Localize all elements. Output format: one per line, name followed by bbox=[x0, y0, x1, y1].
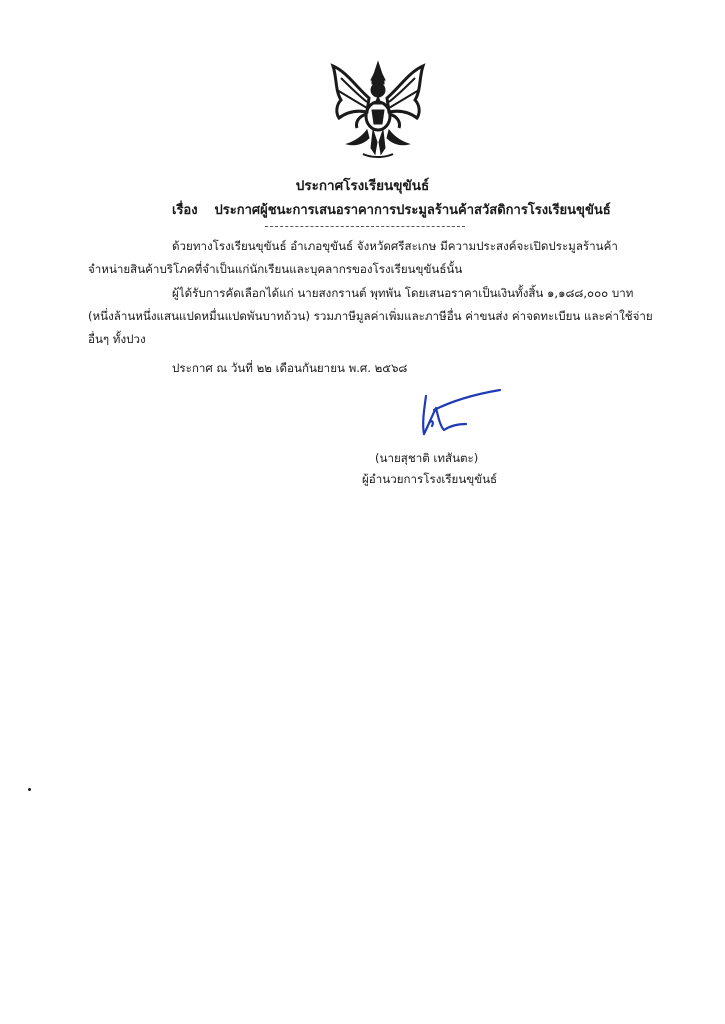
body-paragraph-1-line-2: จำหน่ายสินค้าบริโภคที่จำเป็นแก่นักเรียนและบุคลากรของโรงเรียนขุขันธ์นั้น bbox=[88, 262, 463, 276]
divider-rule bbox=[265, 226, 465, 227]
signatory-position: ผู้อำนวยการโรงเรียนขุขันธ์ bbox=[362, 472, 498, 486]
garuda-emblem-icon bbox=[327, 58, 429, 162]
body-paragraph-2-line-3: อื่นๆ ทั้งปวง bbox=[88, 332, 146, 346]
subject-label: เรื่อง bbox=[172, 203, 198, 218]
announcement-heading: ประกาศโรงเรียนขุขันธ์ bbox=[295, 178, 430, 194]
body-paragraph-2-line-1: ผู้ได้รับการคัดเลือกได้แก่ นายสงกรานต์ พุทพัน โดยเสนอราคาเป็นเงินทั้งสิ้น ๑,๑๘๘,๐๐๐ บาท bbox=[172, 286, 634, 300]
signature-icon bbox=[404, 386, 514, 446]
signatory-name: (นายสุชาติ เทสันตะ) bbox=[375, 451, 479, 465]
scan-speck bbox=[28, 788, 31, 791]
subject-text: ประกาศผู้ชนะการเสนอราคาการประมูลร้านค้าสวัสดิการโรงเรียนขุขันธ์ bbox=[214, 203, 611, 218]
announcement-date: ประกาศ ณ วันที่ ๒๒ เดือนกันยายน พ.ศ. ๒๕๖๘ bbox=[172, 361, 408, 375]
body-paragraph-2-line-2: (หนึ่งล้านหนึ่งแสนแปดหมื่นแปดพันบาทถ้วน) รวมภาษีมูลค่าเพิ่มและภาษีอื่น ค่าขนส่ง ค่าจดทะเบียน และค่าใช้จ่าย bbox=[88, 309, 653, 323]
body-paragraph-1-line-1: ด้วยทางโรงเรียนขุขันธ์ อำเภอขุขันธ์ จังหวัดศรีสะเกษ มีความประสงค์จะเปิดประมูลร้านค้า bbox=[172, 239, 618, 253]
subject-line bbox=[172, 199, 642, 220]
